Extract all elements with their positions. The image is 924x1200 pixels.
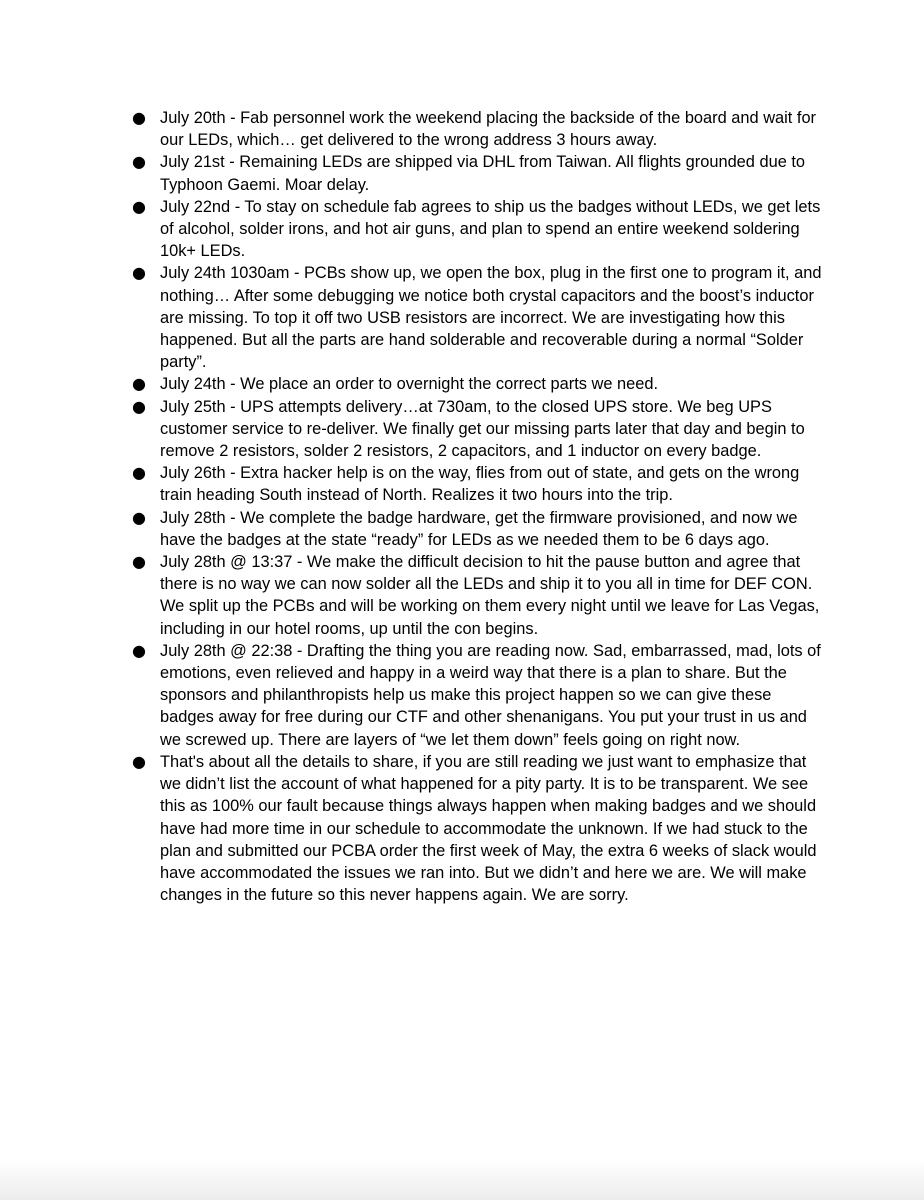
list-item: [0, 151, 924, 195]
timeline-list: [0, 107, 924, 906]
bullet-icon: ●: [132, 263, 146, 283]
list-item-text: July 28th @ 22:38 - Drafting the thing you are reading now. Sad, embarrassed, mad, lots of emotions, even relieved and happy in a weird way that there is a plan to share. But the sponsors and philanthropists help us make this project happen so we can give these badges away for free during our CTF and other shenanigans. You put your trust in us and we screwed up. There are layers of “we let them down” feels going on right now.: [160, 641, 821, 749]
list-item-text: July 25th - UPS attempts delivery…at 730am, to the closed UPS store. We beg UPS customer service to re-deliver. We finally get our missing parts later that day and begin to remove 2 resistors, solder 2 resistors, 2 capacitors, and 1 inductor on every badge.: [160, 397, 805, 461]
bullet-icon: ●: [132, 751, 146, 771]
list-item: [0, 462, 924, 506]
list-item: [0, 551, 924, 640]
bullet-icon: ●: [132, 396, 146, 416]
list-item-text: July 26th - Extra hacker help is on the way, flies from out of state, and gets on the wrong train heading South instead of North. Realizes it two hours into the trip.: [160, 464, 800, 505]
list-item-text: July 28th - We complete the badge hardware, get the firmware provisioned, and now we have the badges at the state “ready” for LEDs as we needed them to be 6 days ago.: [160, 508, 798, 549]
bullet-icon: ●: [132, 552, 146, 572]
list-item: [0, 196, 924, 263]
list-item: [0, 507, 924, 551]
list-item-text: July 28th @ 13:37 - We make the difficult decision to hit the pause button and agree that there is no way we can now solder all the LEDs and ship it to you all in time for DEF CON. We split up the PCBs and will be working on them every night until we leave for Las Vegas, including in our hotel rooms, up until the con begins.: [160, 553, 820, 638]
bullet-icon: ●: [132, 507, 146, 527]
list-item-text: July 20th - Fab personnel work the weekend placing the backside of the board and wait for our LEDs, which… get delivered to the wrong address 3 hours away.: [160, 109, 817, 150]
list-item: [0, 107, 924, 151]
list-item-text: July 21st - Remaining LEDs are shipped via DHL from Taiwan. All flights grounded due to Typhoon Gaemi. Moar delay.: [160, 153, 806, 194]
list-item: [0, 751, 924, 906]
list-item-text: July 24th 1030am - PCBs show up, we open the box, plug in the first one to program it, and nothing… After some debugging we notice both crystal capacitors and the boost’s inductor are missing. To top it off two USB resistors are incorrect. We are investigating how this happened. But all the parts are hand solderable and recoverable during a normal “Solder party”.: [160, 264, 822, 372]
list-item-text: July 24th - We place an order to overnight the correct parts we need.: [160, 375, 659, 394]
bullet-icon: ●: [132, 374, 146, 394]
list-item: [0, 640, 924, 751]
bullet-icon: ●: [132, 463, 146, 483]
bullet-icon: ●: [132, 640, 146, 660]
list-item-text: That's about all the details to share, if you are still reading we just want to emphasize that we didn’t list the account of what happened for a pity party. It is to be transparent. We see this as 100% our fault because things always happen when making badges and we should have had more time in our schedule to accommodate the unknown. If we had stuck to the plan and submitted our PCBA order the first week of May, the extra 6 weeks of slack would have accommodated the issues we ran into. But we didn’t and here we are. We will make changes in the future so this never happens again. We are sorry.: [160, 752, 817, 905]
bullet-icon: ●: [132, 152, 146, 172]
page-bottom-shadow: [0, 1160, 924, 1200]
list-item-text: July 22nd - To stay on schedule fab agrees to ship us the badges without LEDs, we get lets of alcohol, solder irons, and hot air guns, and plan to spend an entire weekend soldering 10k+ LEDs.: [160, 197, 821, 261]
list-item: [0, 396, 924, 463]
bullet-icon: ●: [132, 196, 146, 216]
list-item: [0, 373, 924, 395]
list-item: [0, 262, 924, 373]
bullet-icon: ●: [132, 108, 146, 127]
